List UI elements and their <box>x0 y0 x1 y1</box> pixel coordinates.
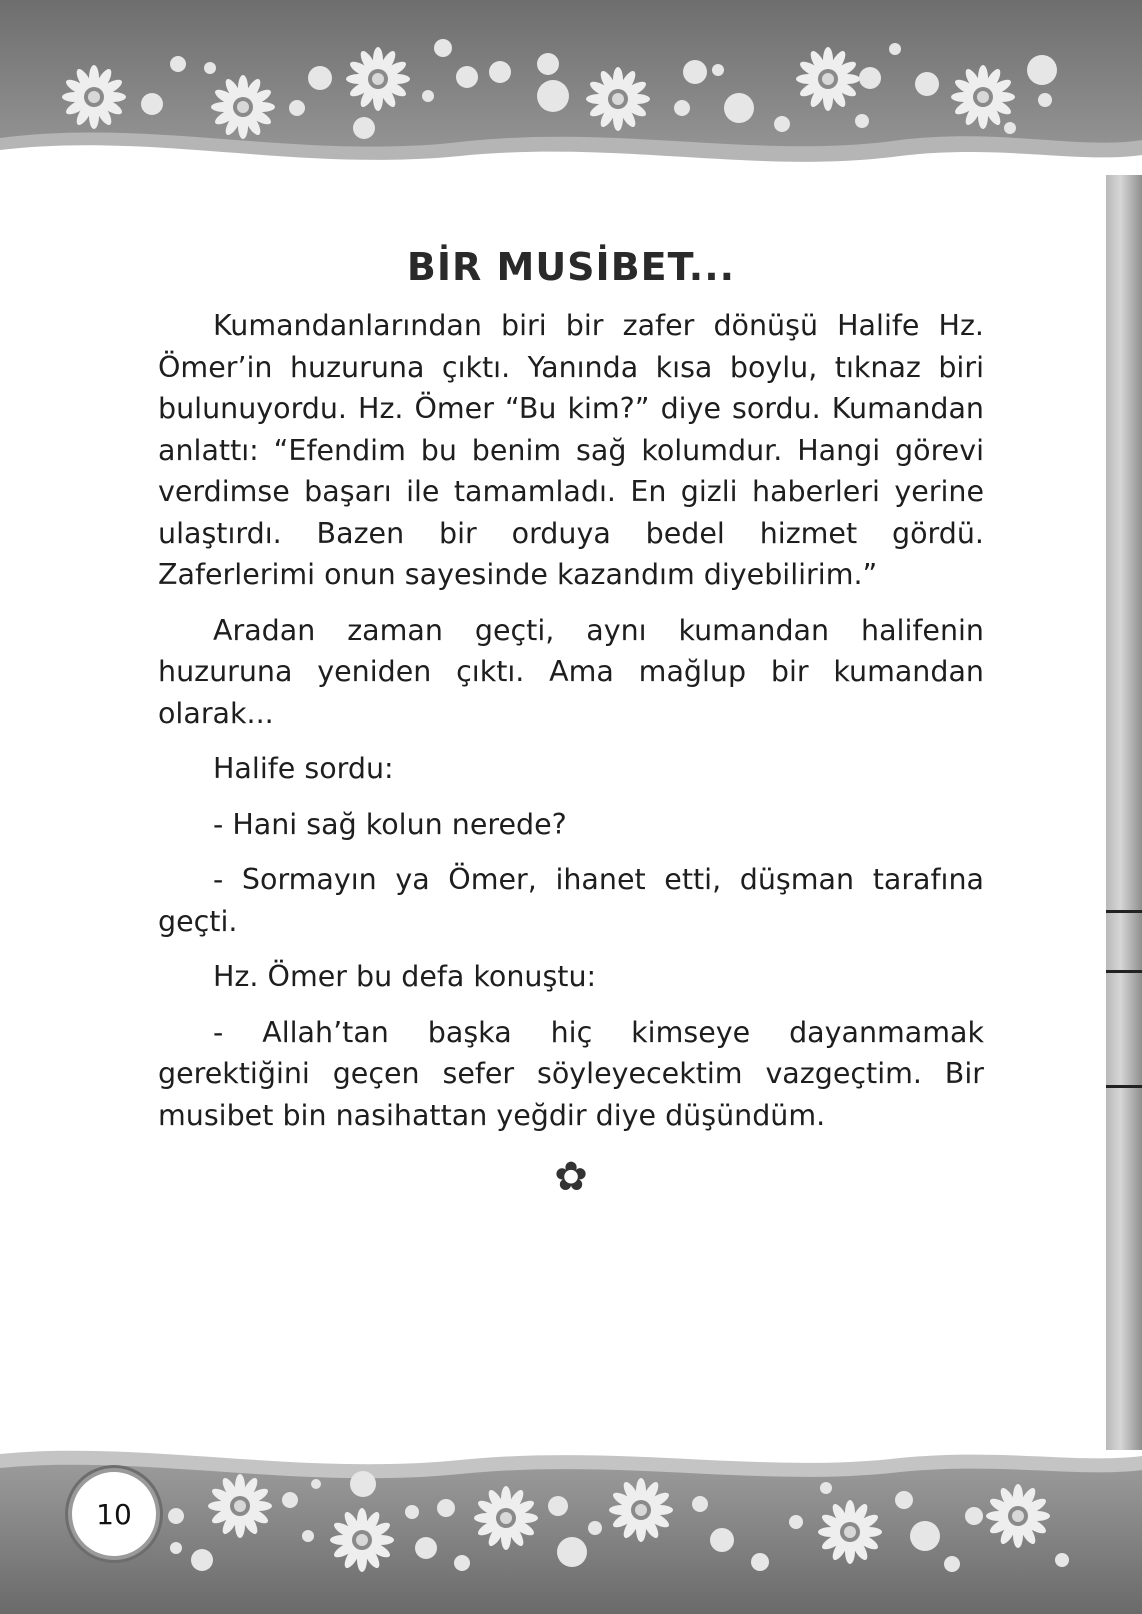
side-line <box>1106 910 1142 913</box>
bottom-decorative-band <box>0 1440 1142 1614</box>
paragraph: Halife sordu: <box>213 752 394 785</box>
side-line <box>1106 970 1142 973</box>
article <box>158 245 984 1200</box>
page-title: BİR MUSİBET... <box>406 245 736 289</box>
paragraph: Aradan zaman geçti, aynı kumandan halifenin huzuruna yeniden çıktı. Ama mağlup bir kumandan olarak... <box>158 613 984 730</box>
paragraph: Hz. Ömer bu defa konuştu: <box>213 960 597 993</box>
paragraph: - Allah’tan başka hiç kimseye dayanmamak gerektiğini geçen sefer söyleyecektim vazgeçtim. Bir musibet bin nasihattan yeğdir diye düşündüm. <box>158 1015 984 1132</box>
paragraph: - Sormayın ya Ömer, ihanet etti, düşman tarafına geçti. <box>158 863 984 938</box>
side-line <box>1106 1085 1142 1088</box>
side-decoration <box>1106 170 1142 1450</box>
paragraph: - Hani sağ kolun nerede? <box>213 807 567 841</box>
page-number: 10 <box>68 1468 160 1560</box>
top-decorative-band <box>0 0 1142 175</box>
paragraph: Kumandanlarından biri bir zafer dönüşü Halife Hz. Ömer’in huzuruna çıktı. Yanında kısa boylu, tıknaz biri bulunuyordu. Hz. Ömer “Bu kim?” diye sordu. Kumandan anlattı: “Efendim bu benim sağ kolumdur. Hangi görevi verdimse başarı ile tamamladı. En gizli haberleri yerine ulaştırdı. Bazen bir orduya bedel hizmet gördü. Zaferlerimi onun sayesinde kazandım diyebilirim.” <box>158 309 984 591</box>
flower-icon: ✿ <box>554 1154 588 1200</box>
